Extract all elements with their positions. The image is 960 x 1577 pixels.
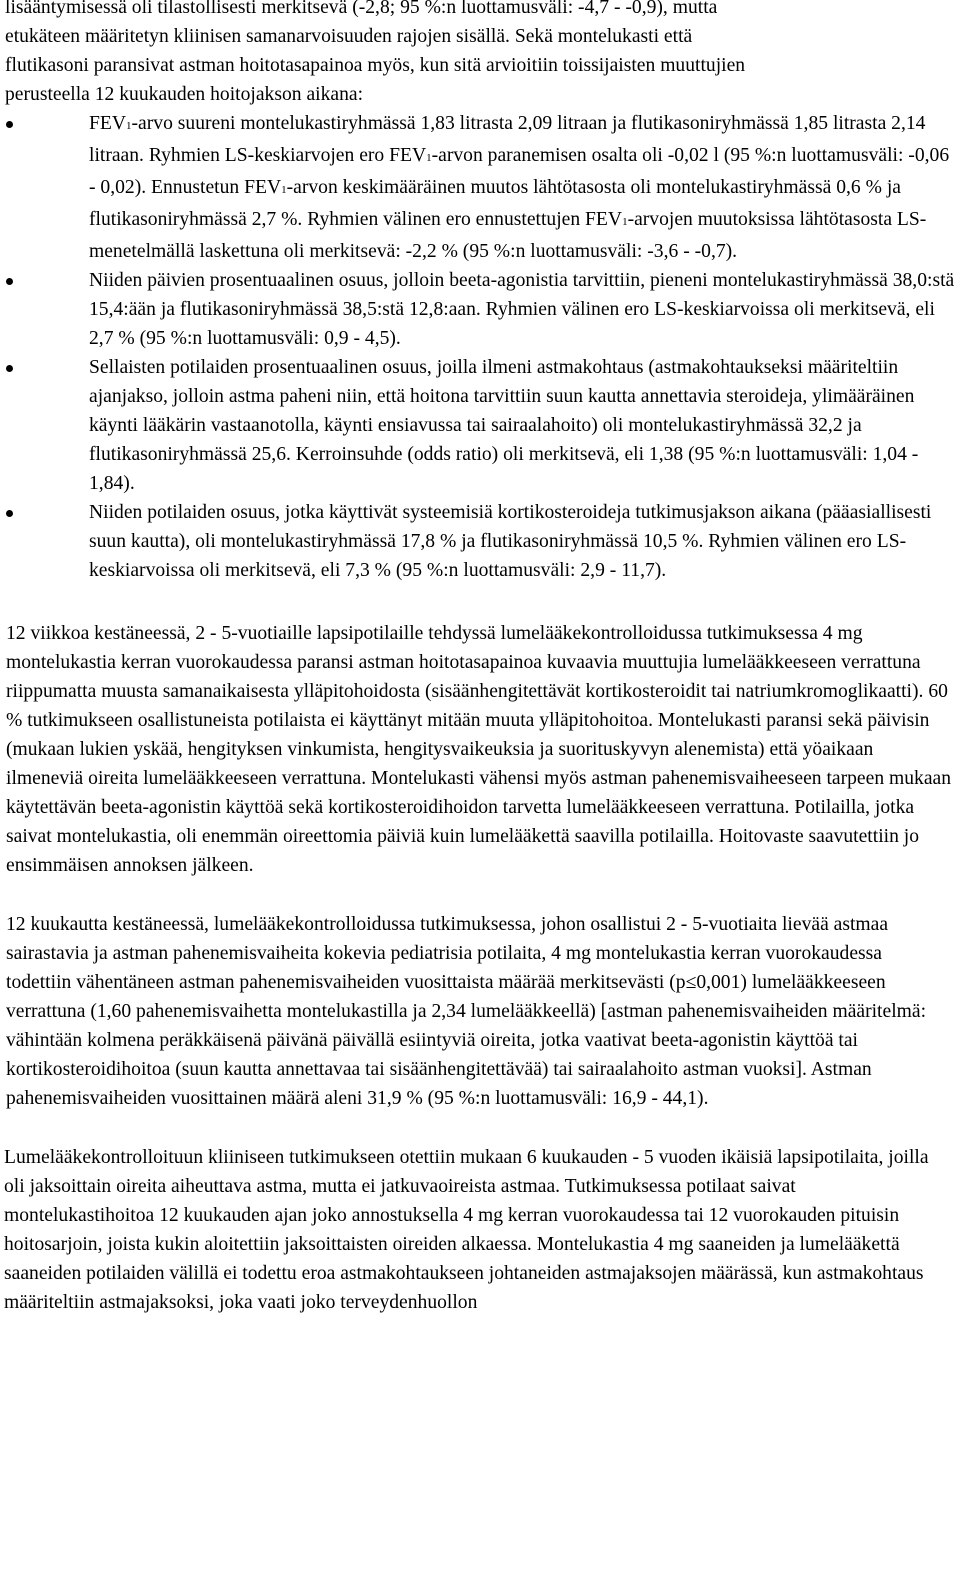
intro-paragraph <box>5 0 951 109</box>
fev-subscript: 1 <box>281 184 287 196</box>
fev-subscript: 1 <box>126 120 132 132</box>
intro-line-1: lisääntymisessä oli tilastollisesti merkitsevä (-2,8; 95 %:n luottamusväli: -4,7 - -0,9), mutta <box>5 0 718 18</box>
bullet-dot-icon <box>6 510 13 517</box>
bullet-text: Niiden päivien prosentuaalinen osuus, jolloin beeta-agonistia tarvittiin, pieneni montelukastiryhmässä 38,0:stä 15,4:ään ja flutikasoniryhmässä 38,5:stä 12,8:aan. Ryhmien välinen ero LS-keskiarvoissa oli merkitsevä, eli 2,7 % (95 %:n luottamusväli: 0,9 - 4,5). <box>89 270 955 349</box>
spacer <box>0 585 958 619</box>
bullet-item-asthma-attack <box>0 353 955 498</box>
bullet-item-beta-agonist <box>0 266 955 353</box>
spacer <box>0 880 958 910</box>
fev-label: FEV <box>89 113 127 134</box>
bullet-text-b: -arvon paranemisen osalta oli -0,02 l (95 %:n luottamusväli: -0,06 - 0,02). Ennustetun FEV <box>89 145 950 198</box>
bullet-dot-icon <box>6 365 13 372</box>
intro-line-2: etukäteen määritetyn kliinisen samanarvoisuuden rajojen sisällä. Sekä montelukasti että <box>5 26 693 47</box>
bullet-text: Niiden potilaiden osuus, jotka käyttivät systeemisiä kortikosteroideja tutkimusjakson aikana (pääasiallisesti suun kautta), oli montelukastiryhmässä 17,8 % ja flutikasoniryhmässä 10,5 %. Ryhmien välinen ero LS-keskiarvoissa oli merkitsevä, eli 7,3 % (95 %:n luottamusväli: 2,9 - 11,7). <box>89 502 932 581</box>
intro-line-3: flutikasoni paransivat astman hoitotasapainoa myös, kun sitä arvioitiin toissijaisten muuttujien <box>5 55 746 76</box>
bullet-text-c: -arvon keskimääräinen muutos lähtötasosta oli montelukastiryhmässä 0,6 % ja flutikasoniryhmässä 2,7 %. Ryhmien välinen ero ennustettujen FEV <box>89 177 901 230</box>
intro-line-4: perusteella 12 kuukauden hoitojakson aikana: <box>5 84 364 105</box>
bullet-item-fev1 <box>0 109 955 266</box>
paragraph-12-month-study: 12 kuukautta kestäneessä, lumelääkekontrolloidussa tutkimuksessa, johon osallistui 2 - 5-vuotiaita lievää astmaa sairastavia ja astman pahenemisvaiheita kokevia pediatrisia potilaita, 4 mg montelukastia kerran vuorokaudessa todettiin vähentäneen astman pahenemisvaiheiden vuosittaista määrää merkitsevästi (p≤0,001) lumelääkkeeseen verrattuna (1,60 pahenemisvaihetta montelukastilla ja 2,34 lumelääkkeellä) [astman pahenemisvaiheiden määritelmä: vähintään kolmena peräkkäisenä päivänä päivällä esiintyviä oireita, jotka vaativat beeta-agonistin käyttöä tai kortikosteroidihoitoa (suun kautta annettavaa tai sisäänhengitettävää) tai sairaalahoito astman vuoksi]. Astman pahenemisvaiheiden vuosittainen määrä aleni 31,9 % (95 %:n luottamusväli: 16,9 - 44,1). <box>6 914 927 1109</box>
paragraph-placebo-controlled-study: Lumelääkekontrolloituun kliiniseen tutkimukseen otettiin mukaan 6 kuukauden - 5 vuoden ikäisiä lapsipotilaita, joilla oli jaksoittain oireita aiheuttava astma, mutta ei jatkuvaoireista astmaa. Tutkimuksessa potilaat saivat montelukastihoitoa 12 kuukauden ajan joko annostuksella 4 mg kerran vuorokaudessa tai 12 vuorokauden pituisin hoitosarjoin, joista kukin aloitettiin jaksoittaisten oireiden alkaessa. Montelukastia 4 mg saaneiden ja lumelääkettä saaneiden potilaiden välillä ei todettu eroa astmakohtaukseen johtaneiden astmajaksojen määrässä, kun astmakohtaus määriteltiin astmajaksoksi, joka vaati joko terveydenhuollon <box>4 1147 929 1313</box>
bullet-item-corticosteroids <box>0 498 955 585</box>
bullet-dot-icon <box>6 278 13 285</box>
fev-subscript: 1 <box>622 216 628 228</box>
fev-subscript: 1 <box>426 152 432 164</box>
bullet-text-a: -arvo suureni montelukastiryhmässä 1,83 litrasta 2,09 litraan ja flutikasoniryhmässä 1,85 litrasta 2,14 litraan. Ryhmien LS-keskiarvojen ero FEV <box>89 113 926 166</box>
results-bullet-list <box>0 109 958 585</box>
spacer <box>0 1113 958 1143</box>
bullet-text: Sellaisten potilaiden prosentuaalinen osuus, joilla ilmeni astmakohtaus (astmakohtaukseksi määriteltiin ajanjakso, jolloin astma paheni niin, että hoitona tarvittiin suun kautta annettavia steroideja, ylimääräinen käynti lääkärin vastaanotolla, käynti ensiavussa tai sairaalahoito) oli montelukastiryhmässä 32,2 ja flutikasoniryhmässä 25,6. Kerroinsuhde (odds ratio) oli merkitsevä, eli 1,38 (95 %:n luottamusväli: 1,04 - 1,84). <box>89 357 919 494</box>
bullet-dot-icon <box>6 121 13 128</box>
paragraph-12-week-study: 12 viikkoa kestäneessä, 2 - 5-vuotiaille lapsipotilaille tehdyssä lumelääkekontrolloidussa tutkimuksessa 4 mg montelukastia kerran vuorokaudessa paransi astman hoitotasapainoa kuvaavia muuttujia lumelääkkeeseen verrattuna riippumatta muusta samanaikaisesta ylläpitohoidosta (sisäänhengitettävät kortikosteroidit tai natriumkromoglikaatti). 60 % tutkimukseen osallistuneista potilaista ei käyttänyt mitään muuta ylläpitohoitoa. Montelukasti paransi sekä päivisin (mukaan lukien yskää, hengityksen vinkumista, hengitysvaikeuksia ja suorituskyvyn alenemista) että yöaikaan ilmeneviä oireita lumelääkkeeseen verrattuna. Montelukasti vähensi myös astman pahenemisvaiheeseen tarpeen mukaan käytettävän beeta-agonistin käyttöä sekä kortikosteroidihoidon tarvetta lumelääkkeeseen verrattuna. Potilailla, jotka saivat montelukastia, oli enemmän oireettomia päiviä kuin lumelääkettä saavilla potilailla. Hoitovaste saavutettiin jo ensimmäisen annoksen jälkeen. <box>6 623 952 876</box>
bullet-text-d: -arvojen muutoksissa lähtötasosta LS-menetelmällä laskettuna oli merkitsevä: -2,2 % (95 %:n luottamusväli: -3,6 - -0,7). <box>89 209 927 262</box>
